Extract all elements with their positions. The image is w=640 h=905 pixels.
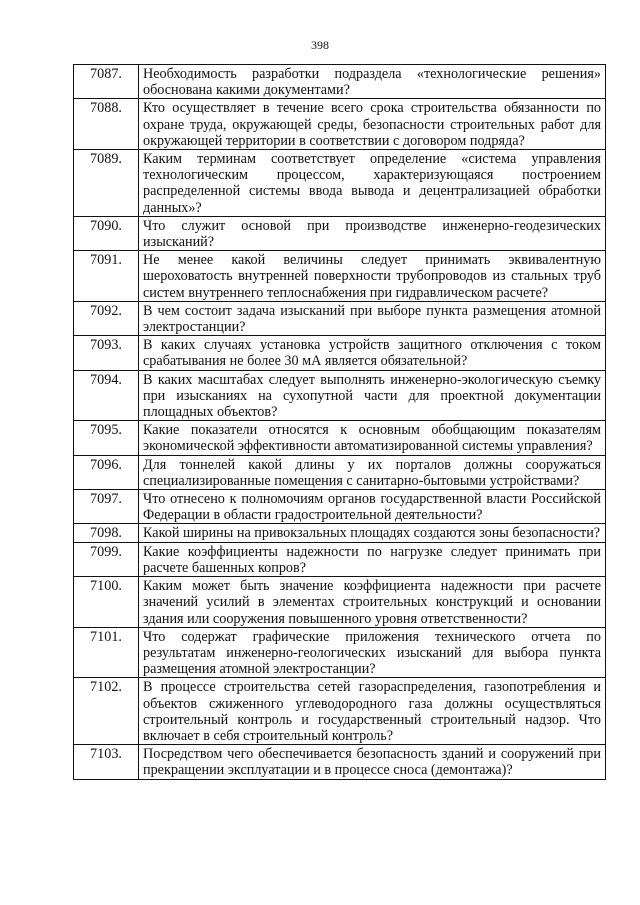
question-number: 7090. xyxy=(74,216,139,250)
question-number: 7098. xyxy=(74,524,139,542)
table-row xyxy=(74,65,606,99)
question-text: Что служит основой при производстве инженерно-геодезических изысканий? xyxy=(139,216,606,250)
page-number: 398 xyxy=(311,38,329,52)
question-text: Каким терминам соответствует определение «система управления технологическим процессом, характеризующаяся построением распределенной системы ввода вывода и децентрализацией обработки данных»? xyxy=(139,150,606,217)
question-number: 7091. xyxy=(74,251,139,302)
question-number: 7097. xyxy=(74,490,139,524)
question-text: Какой ширины на привокзальных площадях создаются зоны безопасности? xyxy=(139,524,606,542)
question-number: 7087. xyxy=(74,65,139,99)
question-text: Для тоннелей какой длины у их порталов должны сооружаться специализированные помещения с санитарно-бытовыми устройствами? xyxy=(139,455,606,489)
question-number: 7092. xyxy=(74,301,139,335)
question-number: 7094. xyxy=(74,370,139,421)
table-row xyxy=(74,301,606,335)
table-row xyxy=(74,627,606,678)
question-text: В процессе строительства сетей газораспределения, газопотребления и объектов сжиженного углеводородного газа должны осуществляться строительный контроль и государственный строительный надзор. Что включает в себя строительный контроль? xyxy=(139,678,606,745)
question-text: В каких масштабах следует выполнять инженерно-экологическую съемку при изысканиях на сухопутной части для проектной документации площадных объектов? xyxy=(139,370,606,421)
question-text: Какие коэффициенты надежности по нагрузке следует принимать при расчете башенных копров? xyxy=(139,542,606,576)
table-row xyxy=(74,745,606,779)
table-row xyxy=(74,455,606,489)
table-row xyxy=(74,490,606,524)
question-number: 7101. xyxy=(74,627,139,678)
table-row xyxy=(74,678,606,745)
question-text: Каким может быть значение коэффициента надежности при расчете значений усилий в элементах строительных конструкций и основании здания или сооружения повышенного уровня ответственности? xyxy=(139,577,606,628)
question-text: В каких случаях установка устройств защитного отключения с током срабатывания не более 30 мА является обязательной? xyxy=(139,336,606,370)
table-row xyxy=(74,99,606,150)
table-row xyxy=(74,216,606,250)
question-number: 7089. xyxy=(74,150,139,217)
table-row xyxy=(74,542,606,576)
question-number: 7103. xyxy=(74,745,139,779)
question-text: Кто осуществляет в течение всего срока строительства обязанности по охране труда, окружающей среды, безопасности строительных работ для окружающей территории в соответствии с договором подряда? xyxy=(139,99,606,150)
table-row xyxy=(74,421,606,455)
question-number: 7099. xyxy=(74,542,139,576)
question-number: 7102. xyxy=(74,678,139,745)
question-number: 7095. xyxy=(74,421,139,455)
question-text: Необходимость разработки подраздела «технологические решения» обоснована какими документами? xyxy=(139,65,606,99)
table-row xyxy=(74,524,606,542)
question-text: Не менее какой величины следует принимать эквивалентную шероховатость внутренней поверхности трубопроводов из стальных труб систем внутреннего теплоснабжения при гидравлическом расчете? xyxy=(139,251,606,302)
question-text: В чем состоит задача изысканий при выборе пункта размещения атомной электростанции? xyxy=(139,301,606,335)
question-text: Что отнесено к полномочиям органов государственной власти Российской Федерации в области градостроительной деятельности? xyxy=(139,490,606,524)
table-row xyxy=(74,251,606,302)
table-row xyxy=(74,370,606,421)
question-number: 7088. xyxy=(74,99,139,150)
questions-table xyxy=(73,64,606,780)
table-row xyxy=(74,336,606,370)
question-text: Что содержат графические приложения технического отчета по результатам инженерно-геологических изысканий для выбора пункта размещения атомной электростанции? xyxy=(139,627,606,678)
question-number: 7096. xyxy=(74,455,139,489)
question-number: 7100. xyxy=(74,577,139,628)
question-text: Какие показатели относятся к основным обобщающим показателям экономической эффективности автоматизированной системы управления? xyxy=(139,421,606,455)
question-text: Посредством чего обеспечивается безопасность зданий и сооружений при прекращении эксплуатации и в процессе сноса (демонтажа)? xyxy=(139,745,606,779)
table-row xyxy=(74,150,606,217)
question-number: 7093. xyxy=(74,336,139,370)
table-row xyxy=(74,577,606,628)
